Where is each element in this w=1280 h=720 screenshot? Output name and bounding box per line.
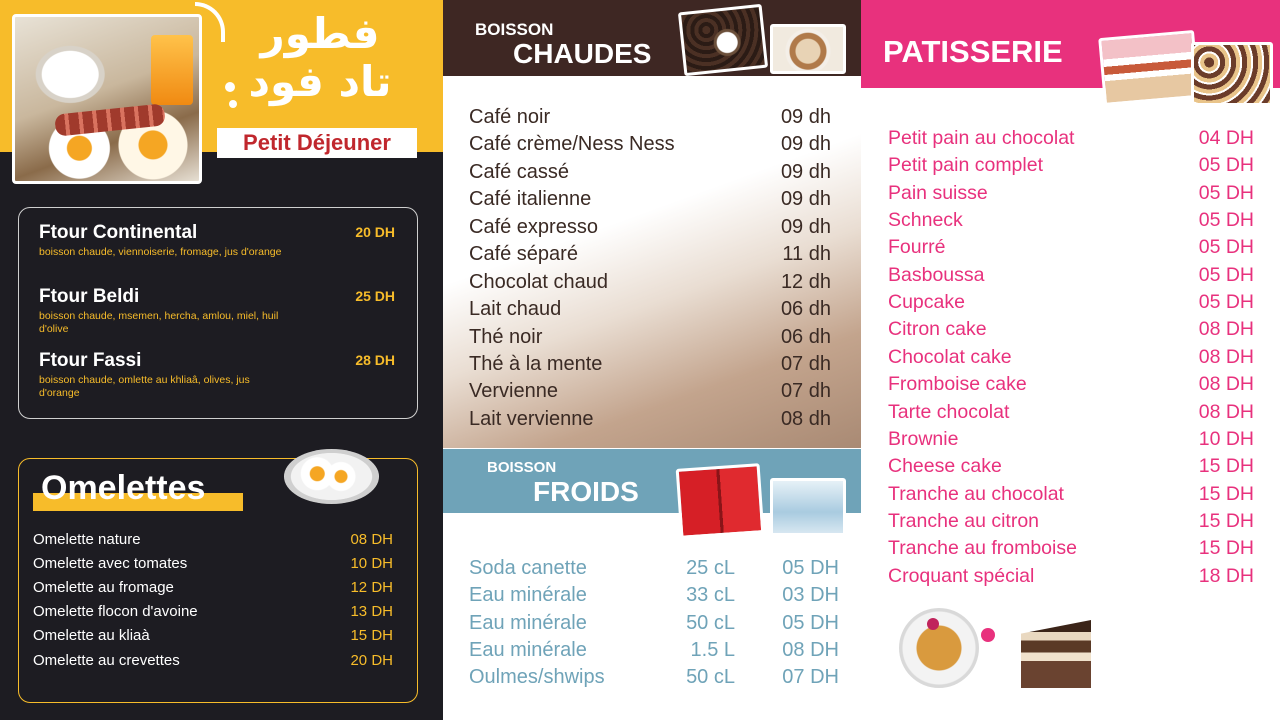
item-name: Café cassé bbox=[469, 161, 570, 183]
menu-item[interactable] bbox=[469, 326, 831, 349]
item-price: 09 dh bbox=[780, 133, 831, 155]
item-price: 03 DH bbox=[782, 584, 839, 606]
item-name: Eau minérale bbox=[469, 639, 587, 661]
item-name: Eau minérale bbox=[469, 612, 587, 634]
item-price: 20 DH bbox=[355, 224, 395, 240]
item-price: 07 dh bbox=[780, 380, 831, 402]
item-name: Eau minérale bbox=[469, 584, 587, 606]
item-name: Omelette au crevettes bbox=[33, 652, 180, 669]
menu-item[interactable] bbox=[33, 603, 393, 620]
breakfast-photo bbox=[12, 14, 202, 184]
item-name: Omelette avec tomates bbox=[33, 555, 188, 572]
menu-item[interactable] bbox=[469, 243, 831, 266]
menu-item[interactable] bbox=[469, 133, 831, 156]
menu-item[interactable] bbox=[469, 639, 839, 662]
item-name: Croquant spécial bbox=[888, 565, 1035, 587]
menu-item[interactable] bbox=[39, 286, 399, 336]
menu-item[interactable] bbox=[469, 666, 839, 689]
menu-item[interactable] bbox=[888, 346, 1254, 369]
menu-item[interactable] bbox=[888, 373, 1254, 396]
item-price: 15 DH bbox=[1198, 483, 1254, 505]
item-price: 13 DH bbox=[350, 603, 393, 620]
item-price: 05 DH bbox=[1198, 209, 1254, 231]
item-price: 12 DH bbox=[350, 579, 393, 596]
item-name: Omelette au kliaà bbox=[33, 627, 150, 644]
menu-item[interactable] bbox=[469, 271, 831, 294]
item-name: Soda canette bbox=[469, 557, 587, 579]
menu-item[interactable] bbox=[469, 161, 831, 184]
item-price: 10 DH bbox=[350, 555, 393, 572]
item-price: 10 DH bbox=[1198, 428, 1254, 450]
item-price: 09 dh bbox=[780, 216, 831, 238]
item-name: Petit pain complet bbox=[888, 154, 1044, 176]
item-price: 06 dh bbox=[780, 326, 831, 348]
item-name: Café noir bbox=[469, 106, 551, 128]
cappuccino-image bbox=[770, 24, 846, 74]
menu-item[interactable] bbox=[469, 216, 831, 239]
item-price: 08 DH bbox=[1198, 318, 1254, 340]
item-volume: 50 cL bbox=[686, 666, 735, 688]
item-name: Ftour Fassi bbox=[39, 350, 142, 371]
item-name: Brownie bbox=[888, 428, 959, 450]
menu-item[interactable] bbox=[469, 557, 839, 580]
menu-item[interactable] bbox=[469, 298, 831, 321]
arabic-title-line: فطور bbox=[260, 9, 380, 58]
menu-item[interactable] bbox=[888, 483, 1254, 506]
item-price: 08 DH bbox=[1198, 346, 1254, 368]
menu-item[interactable] bbox=[33, 579, 393, 596]
item-name: Schneck bbox=[888, 209, 963, 231]
omelette-menu-box bbox=[18, 458, 418, 703]
menu-item[interactable] bbox=[469, 380, 831, 403]
cold-drinks-label-big: FROIDS bbox=[533, 476, 639, 507]
arabic-title-line: تاد فود bbox=[248, 57, 392, 106]
drinks-panel bbox=[443, 0, 861, 720]
menu-item[interactable] bbox=[888, 264, 1254, 287]
menu-item[interactable] bbox=[888, 318, 1254, 341]
menu-item[interactable] bbox=[469, 584, 839, 607]
item-price: 05 DH bbox=[1198, 264, 1254, 286]
item-price: 25 DH bbox=[355, 288, 395, 304]
item-name: Vervienne bbox=[469, 380, 558, 402]
item-volume: 33 cL bbox=[686, 584, 735, 606]
item-name: Ftour Beldi bbox=[39, 286, 140, 307]
menu-item[interactable] bbox=[888, 127, 1254, 150]
arabic-title bbox=[215, 10, 425, 106]
menu-item[interactable] bbox=[33, 652, 393, 669]
menu-item[interactable] bbox=[888, 291, 1254, 314]
menu-item[interactable] bbox=[888, 209, 1254, 232]
item-name: Lait vervienne bbox=[469, 408, 594, 430]
item-price: 15 DH bbox=[350, 627, 393, 644]
pastries-image bbox=[1191, 42, 1273, 106]
water-bottles-image bbox=[770, 478, 846, 536]
item-name: Chocolat chaud bbox=[469, 271, 608, 293]
waffle-plate-image bbox=[899, 608, 979, 688]
item-name: Omelette flocon d'avoine bbox=[33, 603, 198, 620]
coffee-cup-image bbox=[678, 4, 768, 76]
patisserie-panel bbox=[861, 0, 1280, 720]
item-name: Tarte chocolat bbox=[888, 401, 1010, 423]
menu-item[interactable] bbox=[888, 236, 1254, 259]
item-name: Lait chaud bbox=[469, 298, 562, 320]
omelettes-title: Omelettes bbox=[41, 469, 206, 507]
soda-cans-image bbox=[676, 463, 765, 539]
item-name: Fromboise cake bbox=[888, 373, 1027, 395]
item-price: 08 DH bbox=[350, 531, 393, 548]
menu-item[interactable] bbox=[888, 510, 1254, 533]
menu-item[interactable] bbox=[469, 106, 831, 129]
layer-cake-image bbox=[1098, 30, 1200, 106]
item-name: Café séparé bbox=[469, 243, 578, 265]
item-price: 08 DH bbox=[1198, 373, 1254, 395]
item-price: 12 dh bbox=[780, 271, 831, 293]
item-name: Tranche au fromboise bbox=[888, 537, 1077, 559]
item-name: Petit pain au chocolat bbox=[888, 127, 1075, 149]
menu-item[interactable] bbox=[469, 612, 839, 635]
menu-item[interactable] bbox=[39, 222, 399, 259]
hot-drinks-label-small: BOISSON bbox=[475, 20, 554, 39]
item-name: Thé noir bbox=[469, 326, 543, 348]
item-name: Fourré bbox=[888, 236, 946, 258]
item-name: Tranche au citron bbox=[888, 510, 1040, 532]
decorative-blob bbox=[981, 628, 995, 642]
item-price: 05 DH bbox=[782, 557, 839, 579]
item-name: Cheese cake bbox=[888, 455, 1002, 477]
item-name: Chocolat cake bbox=[888, 346, 1012, 368]
item-price: 09 dh bbox=[780, 106, 831, 128]
item-name: Thé à la mente bbox=[469, 353, 603, 375]
item-price: 05 DH bbox=[1198, 236, 1254, 258]
menu-item[interactable] bbox=[888, 401, 1254, 424]
menu-item[interactable] bbox=[33, 555, 393, 572]
item-name: Omelette au fromage bbox=[33, 579, 174, 596]
item-name: Café expresso bbox=[469, 216, 598, 238]
cold-drinks-label-small: BOISSON bbox=[487, 459, 557, 476]
item-price: 09 dh bbox=[780, 161, 831, 183]
item-description: boisson chaude, msemen, hercha, amlou, miel, huil d'olive bbox=[39, 310, 279, 335]
item-price: 08 DH bbox=[1198, 401, 1254, 423]
item-price: 18 DH bbox=[1198, 565, 1254, 587]
fried-eggs-plate-image bbox=[284, 449, 379, 504]
ftour-menu-box bbox=[18, 207, 418, 419]
item-price: 04 DH bbox=[1198, 127, 1254, 149]
item-name: Basboussa bbox=[888, 264, 985, 286]
orange-juice-image bbox=[151, 35, 193, 105]
item-price: 15 DH bbox=[1198, 510, 1254, 532]
cake-slice-image bbox=[1021, 620, 1091, 688]
item-price: 05 DH bbox=[1198, 182, 1254, 204]
menu-item[interactable] bbox=[888, 537, 1254, 560]
menu-item[interactable] bbox=[33, 531, 393, 548]
hot-drinks-list bbox=[443, 76, 861, 448]
item-price: 09 dh bbox=[780, 188, 831, 210]
breakfast-panel bbox=[0, 0, 443, 720]
item-name: Oulmes/shwips bbox=[469, 666, 605, 688]
item-price: 11 dh bbox=[782, 243, 831, 265]
menu-item[interactable] bbox=[888, 565, 1254, 588]
berry-decoration bbox=[927, 618, 939, 630]
item-price: 15 DH bbox=[1198, 455, 1254, 477]
item-name: Tranche au chocolat bbox=[888, 483, 1064, 505]
item-price: 07 DH bbox=[782, 666, 839, 688]
item-price: 15 DH bbox=[1198, 537, 1254, 559]
menu-item[interactable] bbox=[888, 182, 1254, 205]
menu-item[interactable] bbox=[469, 353, 831, 376]
item-price: 06 dh bbox=[780, 298, 831, 320]
patisserie-title: PATISSERIE bbox=[883, 34, 1063, 69]
menu-item[interactable] bbox=[888, 428, 1254, 451]
menu-item[interactable] bbox=[33, 627, 393, 644]
item-name: Café italienne bbox=[469, 188, 592, 210]
menu-item[interactable] bbox=[469, 408, 831, 431]
item-price: 08 DH bbox=[782, 639, 839, 661]
menu-item[interactable] bbox=[888, 455, 1254, 478]
bacon-image bbox=[54, 103, 166, 136]
item-price: 05 DH bbox=[782, 612, 839, 634]
breakfast-subtitle: Petit Déjeuner bbox=[217, 128, 417, 158]
item-price: 08 dh bbox=[780, 408, 831, 430]
item-description: boisson chaude, omlette au khliaâ, olives, jus d'orange bbox=[39, 374, 250, 399]
hot-drinks-label-big: CHAUDES bbox=[513, 38, 652, 69]
item-volume: 25 cL bbox=[686, 557, 735, 579]
item-price: 28 DH bbox=[355, 352, 395, 368]
menu-item[interactable] bbox=[888, 154, 1254, 177]
item-volume: 50 cL bbox=[686, 612, 735, 634]
item-price: 05 DH bbox=[1198, 291, 1254, 313]
item-name: Citron cake bbox=[888, 318, 987, 340]
item-price: 20 DH bbox=[350, 652, 393, 669]
item-name: Café crème/Ness Ness bbox=[469, 133, 675, 155]
item-name: Omelette nature bbox=[33, 531, 141, 548]
item-price: 05 DH bbox=[1198, 154, 1254, 176]
item-volume: 1.5 L bbox=[690, 639, 735, 661]
item-description: boisson chaude, viennoiserie, fromage, jus d'orange bbox=[39, 246, 282, 258]
item-name: Ftour Continental bbox=[39, 222, 198, 243]
item-name: Cupcake bbox=[888, 291, 965, 313]
item-price: 07 dh bbox=[780, 353, 831, 375]
menu-item[interactable] bbox=[469, 188, 831, 211]
menu-item[interactable] bbox=[39, 350, 399, 400]
item-name: Pain suisse bbox=[888, 182, 988, 204]
